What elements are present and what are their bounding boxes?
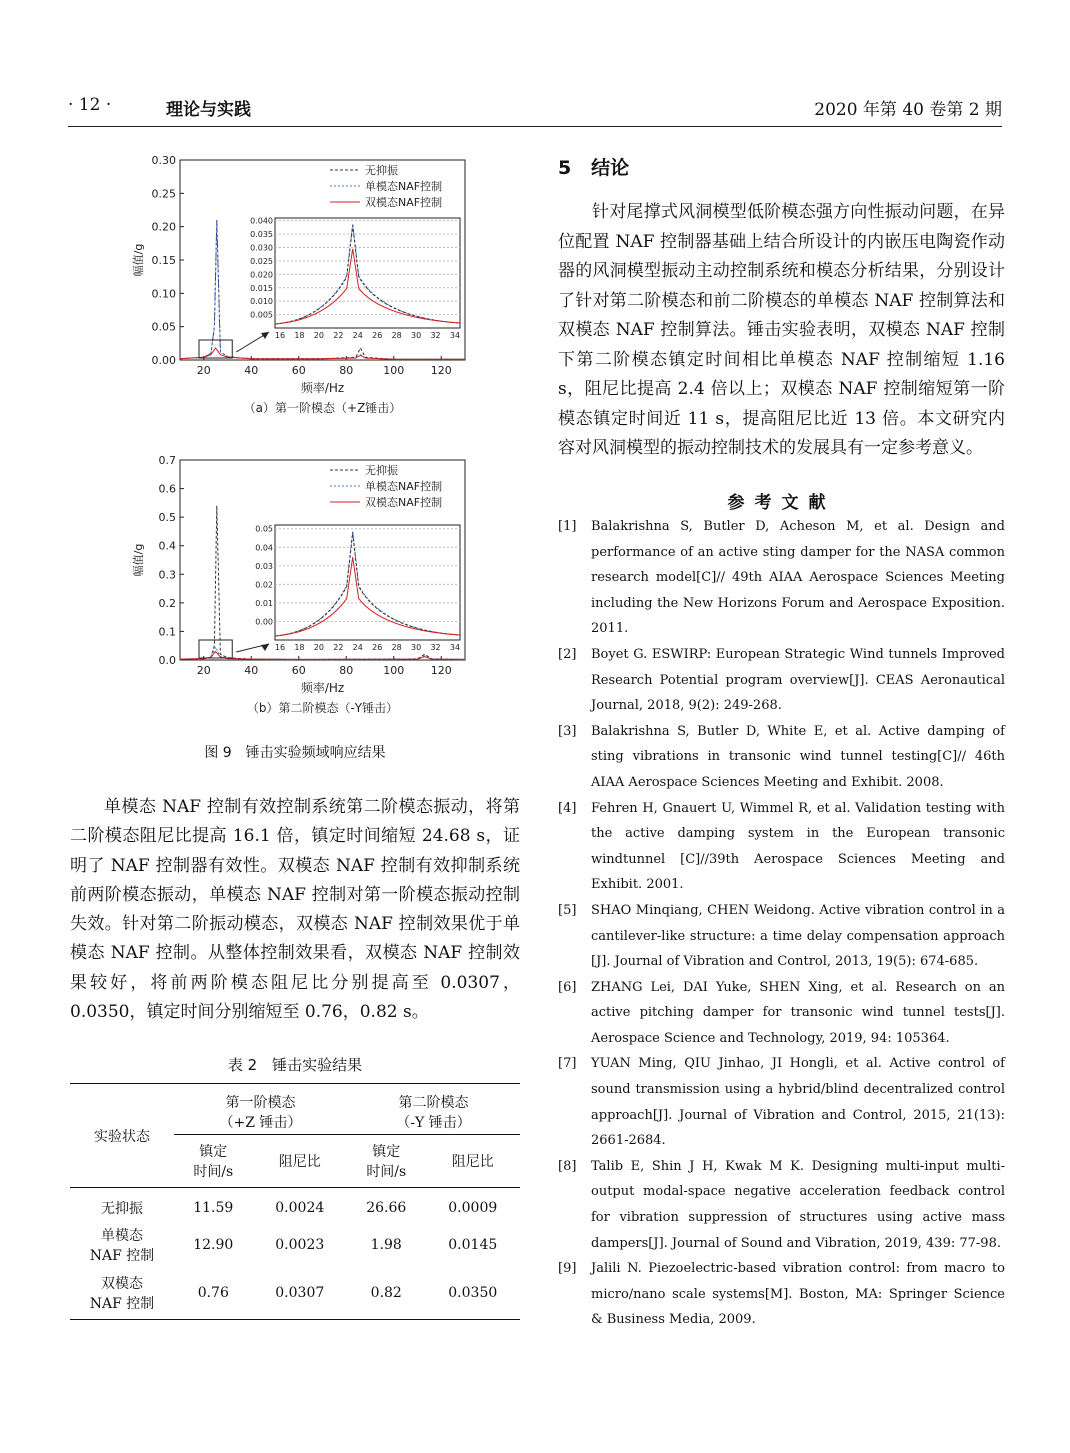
running-header xyxy=(68,95,1002,121)
inset-x-label: 34 xyxy=(449,331,461,340)
ref-number: [5] xyxy=(558,902,577,918)
x-tick-label: 80 xyxy=(339,364,354,377)
inset-x-label: 26 xyxy=(372,643,383,652)
th-settle-1-l1: 镇定 xyxy=(199,1144,228,1160)
ref-text: Balakrishna S, Butler D, Acheson M, et al. Design and performance of an active sting damper for the NASA common research model[C]// 49th AIAA Aerospace Sciences Meeting including the New Horizons Forum and Aerospace Exposition. 2011. xyxy=(591,519,1005,637)
inset-y-label: 0.020 xyxy=(250,270,273,280)
inset-y-label: 0.005 xyxy=(250,310,273,320)
table-row xyxy=(70,1268,520,1320)
header-rule xyxy=(68,126,1002,127)
y-tick-label: 0.1 xyxy=(158,625,176,639)
inset-y-label: 0.025 xyxy=(250,256,273,266)
chart-b xyxy=(130,450,475,732)
ref-text: Balakrishna S, Butler D, White E, et al. Active damping of sting vibrations in transonic wind tunnel testing[C]// 46th AIAA Aerospace Sciences Meeting and Exhibit. 2008. xyxy=(591,723,1005,790)
reference-item xyxy=(558,975,1005,1052)
inset-x-label: 18 xyxy=(294,331,305,340)
panel-caption: （a）第一阶模态（+Z锤击） xyxy=(243,401,402,415)
reference-item xyxy=(558,719,1005,796)
inset-x-label: 32 xyxy=(430,643,441,652)
reference-item xyxy=(558,642,1005,719)
reference-item xyxy=(558,796,1005,898)
th-mode1-sub: （+Z 锤击） xyxy=(219,1115,302,1131)
x-tick-label: 120 xyxy=(430,664,452,677)
cell-d1: 0.0024 xyxy=(275,1199,325,1216)
cell-state-l2: NAF 控制 xyxy=(89,1296,155,1313)
ref-number: [6] xyxy=(558,979,577,995)
results-table xyxy=(70,1083,520,1320)
th-settle-2-l1: 镇定 xyxy=(372,1144,401,1160)
ref-text: Boyet G. ESWIRP: European Strategic Wind tunnels Improved Research Potential program overview[J]. CEAS Aeronautical Journal, 2018, 9(2): 249-268. xyxy=(591,646,1005,714)
cell-state xyxy=(70,1268,174,1320)
x-tick-label: 20 xyxy=(196,664,211,677)
arrow-head-icon xyxy=(261,332,269,339)
inset-x-label: 30 xyxy=(411,643,422,652)
figure-panel-b xyxy=(130,450,475,732)
inset-x-label: 22 xyxy=(333,643,344,652)
th-settle-1 xyxy=(174,1135,253,1188)
ref-number: [8] xyxy=(558,1158,577,1174)
inset-x-label: 20 xyxy=(313,331,324,340)
section-heading xyxy=(558,153,629,180)
reference-item xyxy=(558,514,1005,642)
y-tick-label: 0.15 xyxy=(151,254,176,267)
cell-d1: 0.0307 xyxy=(253,1268,347,1320)
y-tick-label: 0.20 xyxy=(151,220,176,234)
inset-x-label: 16 xyxy=(274,331,286,340)
ref-text: ZHANG Lei, DAI Yuke, SHEN Xing, et al. Research on an active pitching damper for transonic wind tunnel tests[J]. Aerospace Science and Technology, 2019, 94: 105364. xyxy=(591,979,1005,1046)
x-tick-label: 40 xyxy=(244,664,259,677)
ref-text: Fehren H, Gnauert U, Wimmel R, et al. Validation testing with the active damping system in the European transonic windtunnel [C]//39th Aerospace Sciences Meeting and Exhibit. 2001. xyxy=(591,800,1005,893)
reference-list xyxy=(558,514,1005,1333)
inset-y-label: 0.00 xyxy=(255,617,273,627)
th-settle-2 xyxy=(347,1135,426,1188)
reference-item xyxy=(558,898,1005,975)
inset-x-label: 20 xyxy=(313,643,324,652)
th-mode1-title: 第一阶模态 xyxy=(225,1095,296,1111)
inset-x-label: 28 xyxy=(391,331,402,340)
y-tick-label: 0.6 xyxy=(158,482,176,496)
x-tick-label: 60 xyxy=(291,664,306,677)
legend-label: 单模态NAF控制 xyxy=(365,480,443,493)
inset-x-label: 18 xyxy=(294,643,305,652)
table-row xyxy=(70,1222,520,1268)
inset-x-label: 16 xyxy=(274,643,286,652)
section-title: 结论 xyxy=(591,157,630,179)
figure-panel-a xyxy=(130,150,475,432)
legend-label: 单模态NAF控制 xyxy=(365,180,443,193)
x-tick-label: 120 xyxy=(430,364,452,377)
reference-item xyxy=(558,1154,1005,1256)
inset-y-label: 0.040 xyxy=(250,216,273,226)
inset-x-label: 24 xyxy=(352,331,363,340)
figure-caption: 图 9 锤击实验频域响应结果 xyxy=(204,745,386,761)
reference-item xyxy=(558,1051,1005,1153)
ref-number: [3] xyxy=(558,723,577,739)
y-tick-label: 0.25 xyxy=(151,187,176,201)
cell-t2: 1.98 xyxy=(370,1236,402,1253)
inset-x-label: 32 xyxy=(430,331,441,340)
legend-label: 无抑振 xyxy=(365,164,398,177)
y-tick-label: 0.3 xyxy=(158,568,176,582)
inset-y-label: 0.03 xyxy=(255,561,273,571)
th-settle-2-l2: 时间/s xyxy=(366,1164,407,1180)
y-tick-label: 0.2 xyxy=(158,596,176,610)
inset-y-label: 0.02 xyxy=(255,580,273,590)
cell-state-l1: 双模态 xyxy=(101,1276,143,1293)
th-mode1 xyxy=(174,1084,347,1135)
x-tick-label: 100 xyxy=(383,664,405,677)
inset-x-label: 24 xyxy=(352,643,363,652)
th-settle-1-l2: 时间/s xyxy=(193,1164,234,1180)
cell-t2: 0.82 xyxy=(347,1268,426,1320)
x-tick-label: 80 xyxy=(339,664,354,677)
table-row xyxy=(70,1188,520,1222)
inset-x-label: 22 xyxy=(333,331,344,340)
reference-item xyxy=(558,1256,1005,1333)
inset-x-label: 28 xyxy=(391,643,402,652)
cell-d2: 0.0145 xyxy=(448,1236,498,1253)
inset-frame xyxy=(275,525,460,640)
inset-y-label: 0.015 xyxy=(250,283,273,293)
cell-d2: 0.0009 xyxy=(448,1199,498,1216)
section-number: 5 xyxy=(558,157,572,179)
cell-d2: 0.0350 xyxy=(426,1268,520,1320)
cell-d1: 0.0023 xyxy=(275,1236,325,1253)
table-title: 表 2 锤击实验结果 xyxy=(227,1056,363,1074)
y-tick-label: 0.7 xyxy=(158,454,176,467)
ref-text: Jalili N. Piezoelectric-based vibration control: from macro to micro/nano scale systems[M]. Boston, MA: Springer Science & Business Media, 2009. xyxy=(591,1261,1005,1328)
y-axis-label: 幅值/g xyxy=(132,243,145,277)
cell-state: 无抑振 xyxy=(101,1200,143,1217)
th-damp-1: 阻尼比 xyxy=(253,1135,347,1188)
ref-number: [1] xyxy=(558,519,577,534)
ref-text: SHAO Minqiang, CHEN Weidong. Active vibration control in a cantilever-like structure: a time delay compensation approach [J]. Journal of Vibration and Control, 2013, 19(5): 674-685. xyxy=(591,902,1005,970)
inset-y-label: 0.04 xyxy=(255,543,273,553)
th-mode2 xyxy=(347,1084,520,1135)
body-paragraph: 单模态 NAF 控制有效控制系统第二阶模态振动，将第二阶模态阻尼比提高 16.1 倍，镇定时间缩短 24.68 s，证明了 NAF 控制器有效性。双模态 NAF 控制有效抑制系统前两阶模态振动，单模态 NAF 控制对第一阶模态振动控制失效。针对第二阶振动模态，双模态 NAF 控制效果优于单模态 NAF 控制。从整体控制效果看，双模态 NAF 控制效果较好，将前两阶模态阻尼比分别提高至 0.0307，0.0350，镇定时间分别缩短至 0.76，0.82 s。 xyxy=(70,797,520,1023)
cell-t1: 11.59 xyxy=(193,1199,234,1216)
y-tick-label: 0.05 xyxy=(151,320,176,334)
ref-number: [4] xyxy=(558,800,577,816)
x-axis-label: 频率/Hz xyxy=(300,381,345,395)
y-tick-label: 0.4 xyxy=(158,539,176,553)
references-heading: 参考文献 xyxy=(727,493,836,513)
inset-x-label: 34 xyxy=(449,643,461,652)
inset-x-label: 26 xyxy=(372,331,383,340)
cell-state xyxy=(70,1222,174,1268)
page-number: · 12 · xyxy=(68,95,112,115)
ref-number: [7] xyxy=(558,1056,577,1072)
y-tick-label: 0.30 xyxy=(151,154,176,167)
cell-state-l1: 单模态 xyxy=(101,1227,143,1244)
x-axis-label: 频率/Hz xyxy=(300,681,345,695)
legend-label: 双模态NAF控制 xyxy=(365,196,443,209)
issue-label: 2020 年第 40 卷第 2 期 xyxy=(814,100,1002,120)
zoom-box xyxy=(199,340,232,358)
cell-t2: 26.66 xyxy=(366,1199,407,1216)
y-tick-label: 0.00 xyxy=(151,354,176,367)
inset-y-label: 0.010 xyxy=(250,297,273,307)
section-name: 理论与实践 xyxy=(166,100,251,120)
th-mode2-title: 第二阶模态 xyxy=(398,1095,469,1111)
legend-label: 双模态NAF控制 xyxy=(365,496,443,509)
inset-y-label: 0.05 xyxy=(255,524,273,534)
th-damp-2: 阻尼比 xyxy=(426,1135,520,1188)
ref-number: [9] xyxy=(558,1261,577,1277)
y-tick-label: 0.0 xyxy=(158,654,176,667)
conclusion-paragraph: 针对尾撑式风洞模型低阶模态强方向性振动问题，在异位配置 NAF 控制器基础上结合所设计的内嵌压电陶瓷作动器的风洞模型振动主动控制系统和模态分析结果，分别设计了针对第二阶模态和前二阶模态的单模态 NAF 控制算法和双模态 NAF 控制算法。锤击实验表明，双模态 NAF 控制下第二阶模态镇定时间相比单模态 NAF 控制缩短 1.16 s，阻尼比提高 2.4 倍以上；双模态 NAF 控制缩短第一阶模态镇定时间近 11 s，提高阻尼比近 13 倍。本文研究内容对风洞模型的振动控制技术的发展具有一定参考意义。 xyxy=(558,202,1005,458)
ref-text: Talib E, Shin J H, Kwak M K. Designing multi-input multi-output modal-space negative acceleration feedback control for vibration suppression of structures using active mass dampers[J]. Journal of Sound and Vibration, 2019, 439: 77-98. xyxy=(591,1158,1005,1251)
ref-text: YUAN Ming, QIU Jinhao, JI Hongli, et al. Active control of sound transmission using a hybrid/blind decentralized control approach[J]. Journal of Vibration and Control, 2015, 21(13): 2661-2684. xyxy=(591,1056,1005,1149)
inset-x-label: 30 xyxy=(411,331,422,340)
x-tick-label: 60 xyxy=(291,364,306,377)
th-mode2-sub: （-Y 锤击） xyxy=(396,1115,471,1131)
chart-a xyxy=(130,150,475,432)
inset-y-label: 0.030 xyxy=(250,243,273,253)
th-state: 实验状态 xyxy=(70,1084,174,1188)
legend-label: 无抑振 xyxy=(365,464,398,477)
cell-t1: 12.90 xyxy=(193,1236,234,1253)
arrow-head-icon xyxy=(261,644,269,651)
inset-y-label: 0.01 xyxy=(255,598,273,608)
cell-t1: 0.76 xyxy=(174,1268,253,1320)
x-tick-label: 100 xyxy=(383,364,405,377)
panel-caption: （b）第二阶模态（-Y锤击） xyxy=(246,701,399,715)
zoom-box xyxy=(199,640,232,658)
cell-state-l2: NAF 控制 xyxy=(89,1247,155,1264)
x-tick-label: 40 xyxy=(244,364,259,377)
ref-number: [2] xyxy=(558,646,577,662)
y-axis-label: 幅值/g xyxy=(132,543,145,577)
inset-y-label: 0.035 xyxy=(250,230,273,240)
y-tick-label: 0.5 xyxy=(158,511,176,525)
y-tick-label: 0.10 xyxy=(151,287,176,301)
x-tick-label: 20 xyxy=(196,364,211,377)
